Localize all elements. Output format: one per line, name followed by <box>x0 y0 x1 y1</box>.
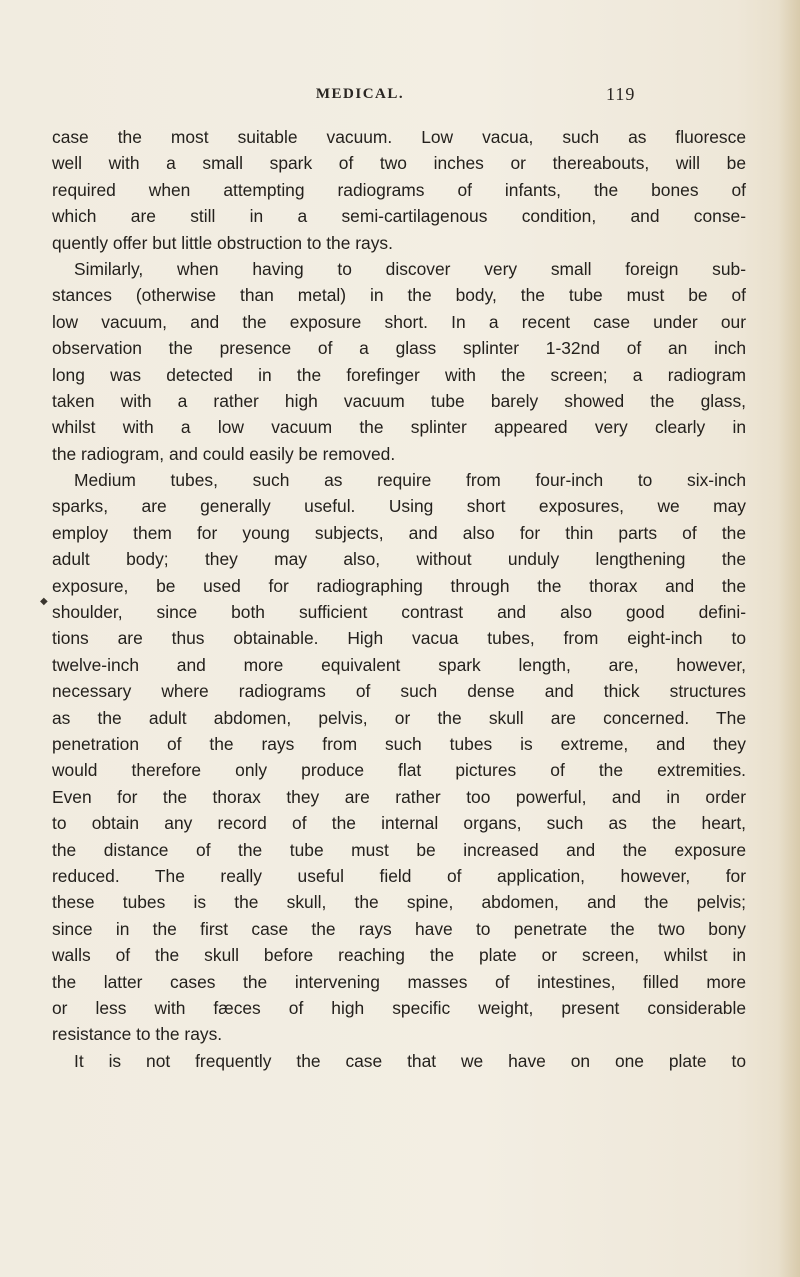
text-line: Similarly, when having to discover very small foreign sub- <box>74 258 746 279</box>
text-line: exposure, be used for radiographing through the thorax and the <box>52 575 746 596</box>
text-line: penetration of the rays from such tubes is extreme, and they <box>52 733 746 754</box>
text-line: stances (otherwise than metal) in the body, the tube must be of <box>52 285 746 306</box>
running-head: MEDICAL. <box>315 86 405 102</box>
margin-mark-icon: ◆ <box>40 596 48 607</box>
body-text <box>52 124 746 1074</box>
text-line: low vacuum, and the exposure short. In a recent case under our <box>52 311 746 332</box>
text-line: since in the first case the rays have to penetrate the two bony <box>52 918 746 939</box>
text-line: adult body; they may also, without unduly lengthening the <box>52 549 746 570</box>
text-line: the latter cases the intervening masses of intestines, filled more <box>52 971 746 992</box>
text-line: the radiogram, and could easily be removed. <box>52 443 396 464</box>
text-line: the distance of the tube must be increased and the exposure <box>52 839 746 860</box>
text-line: to obtain any record of the internal organs, such as the heart, <box>52 813 746 834</box>
page-number: 119 <box>606 84 636 104</box>
text-line: would therefore only produce flat pictures of the extremities. <box>52 760 746 781</box>
text-line: resistance to the rays. <box>52 1024 223 1045</box>
text-line: well with a small spark of two inches or thereabouts, will be <box>52 153 746 174</box>
text-line: Medium tubes, such as require from four-inch to six-inch <box>74 470 746 491</box>
page-edge-shadow <box>778 0 800 1277</box>
text-line: sparks, are generally useful. Using short exposures, we may <box>52 496 746 517</box>
text-line: tions are thus obtainable. High vacua tubes, from eight-inch to <box>52 628 746 649</box>
text-line: twelve-inch and more equivalent spark length, are, however, <box>52 654 746 675</box>
text-line: which are still in a semi-cartilagenous condition, and conse- <box>52 206 746 227</box>
text-line: whilst with a low vacuum the splinter appeared very clearly in <box>52 417 746 438</box>
text-line: shoulder, since both sufficient contrast and also good defini- <box>52 602 746 623</box>
text-line: quently offer but little obstruction to the rays. <box>52 232 393 253</box>
text-line: taken with a rather high vacuum tube barely showed the glass, <box>52 390 746 411</box>
page-header <box>0 84 800 108</box>
text-line: employ them for young subjects, and also for thin parts of the <box>52 522 746 543</box>
text-line: reduced. The really useful field of application, however, for <box>52 865 746 886</box>
text-line: observation the presence of a glass splinter 1-32nd of an inch <box>52 338 746 359</box>
text-line: necessary where radiograms of such dense and thick structures <box>52 681 746 702</box>
text-line: or less with fæces of high specific weight, present considerable <box>52 997 746 1018</box>
text-line: case the most suitable vacuum. Low vacua, such as fluoresce <box>52 127 746 147</box>
text-line: required when attempting radiograms of infants, the bones of <box>52 179 746 200</box>
text-line: as the adult abdomen, pelvis, or the skull are concerned. The <box>52 707 746 728</box>
text-line: It is not frequently the case that we have on one plate to <box>74 1050 746 1071</box>
text-line: long was detected in the forefinger with the screen; a radiogram <box>52 364 746 385</box>
text-line: walls of the skull before reaching the plate or screen, whilst in <box>52 945 746 966</box>
text-line: Even for the thorax they are rather too powerful, and in order <box>52 786 746 807</box>
text-line: these tubes is the skull, the spine, abdomen, and the pelvis; <box>52 892 746 913</box>
